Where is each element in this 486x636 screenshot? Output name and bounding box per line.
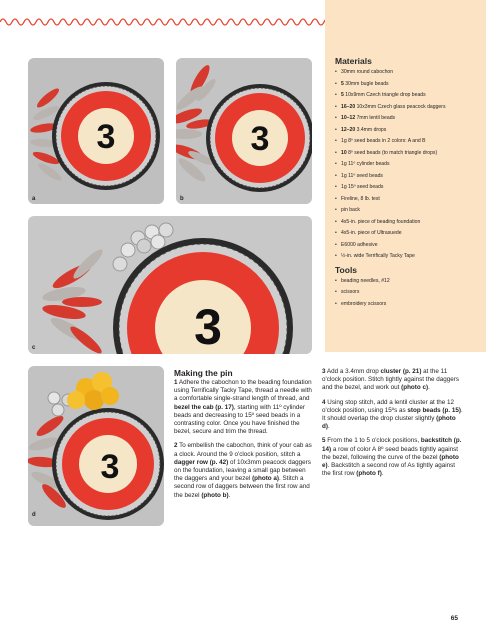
material-item: • 5 10x9mm Czech triangle drop beads: [335, 92, 481, 98]
photo-d-image: [28, 366, 164, 526]
bold-run: (photo f): [356, 470, 382, 478]
photo-d-number: 3: [100, 448, 120, 486]
bold-run: (photo d): [322, 415, 456, 431]
text-run: of 10x3mm peacock daggers on the foundation, leaving a small gap between the daggers and your bezel: [174, 458, 311, 483]
text-run: , starting with 11º cylinder beads and decreasing to 15º seed beads in a contrasting color. Once you have finished the bezel, secure and trim the thread.: [174, 403, 305, 436]
photo-a-number: 3: [96, 118, 116, 156]
step-2-paragraph: [174, 442, 312, 499]
material-item: • Fireline, 8 lb. test: [335, 196, 481, 202]
bold-run: backstitch (p. 14): [322, 437, 462, 453]
materials-list: [335, 69, 481, 259]
photo-d-label: d: [32, 512, 36, 518]
photo-c-image: [28, 216, 312, 354]
bold-run: bezel the cab (p. 17): [174, 403, 234, 411]
material-item: • 5 30mm bugle beads: [335, 81, 481, 87]
text-run: . Stitch a second row of daggers between the first row and the bezel: [174, 475, 310, 499]
bold-run: 4: [322, 398, 326, 406]
step-4-paragraph: [322, 399, 464, 432]
photo-b-image: [176, 58, 312, 204]
photo-b: [176, 58, 312, 204]
material-item: • 1g 15º seed beads: [335, 184, 481, 190]
bold-run: 5: [322, 437, 326, 445]
text-run: . Backstitch a second row of As tightly against the first row: [322, 462, 456, 478]
photo-a: [28, 58, 164, 204]
material-item: • 1g 11º cylinder beads: [335, 161, 481, 167]
material-item: • 1g 11º seed beads: [335, 173, 481, 179]
bold-run: (photo c): [401, 384, 429, 392]
material-item: • 16–20 10x3mm Czech glass peacock daggers: [335, 104, 481, 110]
material-item: • 4x5-in. piece of beading foundation: [335, 219, 481, 225]
text-run: Add a 3.4mm drop: [325, 368, 381, 375]
bold-run: stop beads (p. 15): [407, 406, 461, 414]
text-column-right: [322, 368, 464, 484]
step-3-paragraph: [322, 368, 464, 393]
text-run: a row of color A 8º seed beads tightly against the bezel, following the curve of the bezel: [322, 445, 459, 461]
bold-run: cluster (p. 21): [380, 368, 422, 375]
photo-c-number: 3: [194, 299, 222, 354]
text-run: .: [428, 384, 430, 392]
photo-d: [28, 366, 164, 526]
photo-b-label: b: [180, 196, 184, 202]
bold-run: 3: [322, 368, 326, 375]
wave-divider: [0, 16, 330, 28]
section-heading: Making the pin: [174, 368, 233, 378]
material-item: • pin back: [335, 207, 481, 213]
material-item: • E6000 adhesive: [335, 242, 481, 248]
text-run: .: [381, 470, 384, 478]
text-run: at the 11 o'clock position. Stitch tightly against the daggers and the bezel, and work out: [322, 368, 460, 392]
text-column-left: [174, 368, 312, 506]
step-1-paragraph: [174, 379, 312, 436]
text-run: Using stop stitch, add a lentil cluster at the 12 o'clock position, using 15ºs as: [322, 398, 454, 414]
tool-item: • beading needles, #12: [335, 278, 481, 284]
page-number: 65: [450, 615, 458, 622]
text-run: .: [228, 491, 231, 499]
tools-list: [335, 278, 481, 307]
text-run: From the 1 to 5 o'clock positions,: [325, 437, 421, 445]
materials-title: Materials: [335, 56, 372, 66]
bold-run: (photo e): [322, 453, 459, 470]
photo-a-label: a: [32, 196, 36, 202]
material-item: • 10 8º seed beads (to match triangle drops): [335, 150, 481, 156]
bold-run: 2: [174, 442, 178, 450]
photo-a-image: [28, 58, 164, 204]
material-item: • 4x5-in. piece of Ultrasuede: [335, 230, 481, 236]
tool-item: • embroidery scissors: [335, 301, 481, 307]
material-item: • ½-in. wide Terrifically Tacky Tape: [335, 253, 481, 259]
material-item: • 30mm round cabochon: [335, 69, 481, 75]
material-item: • 1g 8º seed beads in 2 colors: A and B: [335, 138, 481, 144]
text-run: To embellish the cabochon, think of your cab as a clock. Around the 9 o'clock position, stitch a: [174, 442, 312, 458]
material-item: • 12–20 3.4mm drops: [335, 127, 481, 133]
text-run: .: [327, 423, 330, 431]
photo-c-label: c: [32, 345, 36, 351]
photo-b-number: 3: [250, 120, 270, 158]
material-item: • 10–12 7mm lentil beads: [335, 115, 481, 121]
bold-run: (photo a): [252, 475, 280, 483]
bold-run: 1: [174, 379, 178, 386]
text-run: . It should overlap the drop cluster slightly: [322, 406, 463, 423]
bold-run: dagger row (p. 42): [174, 458, 229, 466]
tools-title: Tools: [335, 264, 358, 275]
photo-c: [28, 216, 312, 354]
tool-item: • scissors: [335, 289, 481, 295]
materials-content: [335, 56, 481, 312]
bold-run: (photo b): [201, 491, 229, 499]
text-run: Adhere the cabochon to the beading foundation using Terrifically Tacky Tape, thread a needle with a comfortable single-strand length of thread, and: [174, 379, 312, 403]
step-5-paragraph: [322, 437, 464, 478]
